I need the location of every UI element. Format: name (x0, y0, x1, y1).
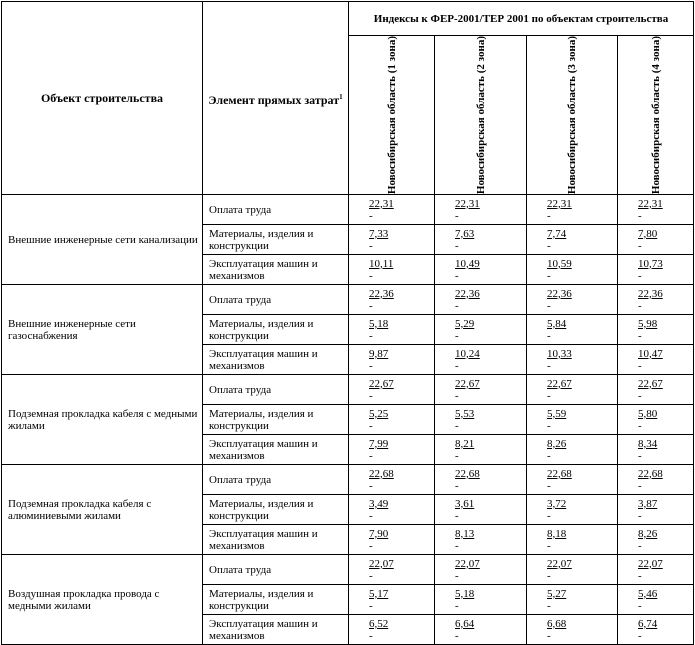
element-cell: Эксплуатация машин и механизмов (203, 435, 349, 465)
element-cell: Материалы, изделия и конструкции (203, 315, 349, 345)
value-cell (435, 315, 527, 345)
index-subvalue: - (638, 269, 642, 282)
value-cell (435, 375, 527, 405)
index-value: 6,68 (547, 617, 567, 630)
index-value: 5,84 (547, 317, 567, 330)
index-value: 22,07 (638, 557, 663, 570)
index-value: 8,18 (547, 527, 567, 540)
value-cell (527, 255, 618, 285)
index-subvalue: - (369, 299, 373, 312)
region-header-1 (349, 36, 435, 195)
table-body (2, 195, 694, 645)
value-cell (618, 285, 694, 315)
index-value: 22,68 (638, 467, 663, 480)
index-subvalue: - (455, 269, 459, 282)
index-subvalue: - (455, 539, 459, 552)
value-cell (349, 615, 435, 645)
value-cell (435, 495, 527, 525)
index-subvalue: - (547, 329, 551, 342)
index-value: 5,98 (638, 317, 658, 330)
object-cell: Внешние инженерные сети канализации (2, 195, 203, 285)
index-value: 6,64 (455, 617, 475, 630)
index-value: 22,07 (369, 557, 394, 570)
footnote-marker: 1 (339, 92, 343, 101)
value-cell (527, 525, 618, 555)
value-cell (349, 315, 435, 345)
index-value: 22,31 (369, 197, 394, 210)
value-cell (527, 375, 618, 405)
object-cell: Воздушная прокладка провода с медными жилами (2, 555, 203, 645)
index-subvalue: - (369, 239, 373, 252)
element-column-header-label: Элемент прямых затрат (208, 92, 340, 107)
value-cell (618, 495, 694, 525)
index-value: 5,27 (547, 587, 567, 600)
value-cell (435, 405, 527, 435)
index-value: 8,13 (455, 527, 475, 540)
index-subvalue: - (547, 419, 551, 432)
index-value: 10,73 (638, 257, 663, 270)
value-cell (527, 315, 618, 345)
index-subvalue: - (369, 389, 373, 402)
element-cell: Оплата труда (203, 375, 349, 405)
value-cell (527, 225, 618, 255)
index-subvalue: - (455, 449, 459, 462)
element-cell: Материалы, изделия и конструкции (203, 225, 349, 255)
index-subvalue: - (369, 479, 373, 492)
indices-header: Индексы к ФЕР-2001/ТЕР 2001 по объектам строительства (349, 2, 694, 36)
index-subvalue: - (547, 209, 551, 222)
index-subvalue: - (369, 209, 373, 222)
table-row (2, 555, 694, 585)
object-cell: Подземная прокладка кабеля с медными жилами (2, 375, 203, 465)
table-row (2, 195, 694, 225)
index-value: 6,74 (638, 617, 658, 630)
index-value: 22,68 (369, 467, 394, 480)
index-subvalue: - (547, 569, 551, 582)
index-value: 5,46 (638, 587, 658, 600)
index-subvalue: - (638, 419, 642, 432)
value-cell (527, 405, 618, 435)
index-subvalue: - (369, 269, 373, 282)
index-value: 7,63 (455, 227, 475, 240)
value-cell (618, 435, 694, 465)
value-cell (349, 405, 435, 435)
index-subvalue: - (369, 599, 373, 612)
index-value: 5,18 (369, 317, 389, 330)
value-cell (435, 435, 527, 465)
value-cell (349, 495, 435, 525)
index-value: 5,17 (369, 587, 389, 600)
index-value: 3,72 (547, 497, 567, 510)
index-subvalue: - (369, 539, 373, 552)
table-row (2, 375, 694, 405)
index-value: 3,49 (369, 497, 389, 510)
index-subvalue: - (638, 449, 642, 462)
value-cell (349, 255, 435, 285)
object-cell: Внешние инженерные сети газоснабжения (2, 285, 203, 375)
index-value: 7,74 (547, 227, 567, 240)
value-cell (435, 225, 527, 255)
index-subvalue: - (547, 479, 551, 492)
element-cell: Эксплуатация машин и механизмов (203, 525, 349, 555)
element-cell: Материалы, изделия и конструкции (203, 585, 349, 615)
region-header-3-label: Новосибирская область (3 зона) (566, 36, 578, 195)
value-cell (435, 585, 527, 615)
index-value: 22,36 (638, 287, 663, 300)
table-row (2, 465, 694, 495)
value-cell (527, 495, 618, 525)
index-value: 10,11 (369, 257, 394, 270)
index-subvalue: - (369, 419, 373, 432)
index-subvalue: - (369, 509, 373, 522)
index-subvalue: - (455, 239, 459, 252)
element-cell: Оплата труда (203, 465, 349, 495)
index-value: 5,53 (455, 407, 475, 420)
element-cell: Эксплуатация машин и механизмов (203, 615, 349, 645)
index-subvalue: - (547, 389, 551, 402)
index-subvalue: - (638, 299, 642, 312)
index-subvalue: - (455, 629, 459, 642)
object-cell: Подземная прокладка кабеля с алюминиевыми жилами (2, 465, 203, 555)
index-value: 22,36 (369, 287, 394, 300)
index-subvalue: - (547, 509, 551, 522)
index-subvalue: - (547, 359, 551, 372)
value-cell (618, 375, 694, 405)
index-subvalue: - (547, 629, 551, 642)
index-value: 22,68 (455, 467, 480, 480)
element-cell: Материалы, изделия и конструкции (203, 495, 349, 525)
index-subvalue: - (369, 629, 373, 642)
value-cell (435, 345, 527, 375)
index-subvalue: - (455, 479, 459, 492)
index-subvalue: - (638, 239, 642, 252)
value-cell (435, 255, 527, 285)
element-cell: Эксплуатация машин и механизмов (203, 255, 349, 285)
index-subvalue: - (455, 599, 459, 612)
value-cell (435, 555, 527, 585)
index-subvalue: - (547, 269, 551, 282)
index-value: 22,67 (369, 377, 394, 390)
index-value: 22,36 (455, 287, 480, 300)
value-cell (349, 195, 435, 225)
element-cell: Оплата труда (203, 285, 349, 315)
index-value: 10,59 (547, 257, 572, 270)
index-value: 7,99 (369, 437, 389, 450)
index-value: 22,07 (547, 557, 572, 570)
value-cell (618, 345, 694, 375)
index-value: 10,47 (638, 347, 663, 360)
indices-table (1, 1, 694, 645)
value-cell (349, 555, 435, 585)
element-column-header (203, 2, 349, 195)
value-cell (618, 195, 694, 225)
region-header-4-label: Новосибирская область (4 зона) (649, 36, 662, 195)
region-header-1-label: Новосибирская область (1 зона) (385, 36, 398, 195)
index-value: 8,26 (638, 527, 658, 540)
index-value: 8,34 (638, 437, 658, 450)
index-subvalue: - (369, 449, 373, 462)
index-subvalue: - (638, 539, 642, 552)
index-value: 22,67 (547, 377, 572, 390)
value-cell (527, 345, 618, 375)
value-cell (349, 225, 435, 255)
index-value: 7,33 (369, 227, 389, 240)
value-cell (349, 585, 435, 615)
index-subvalue: - (547, 239, 551, 252)
index-value: 8,21 (455, 437, 475, 450)
index-subvalue: - (547, 449, 551, 462)
index-value: 7,90 (369, 527, 389, 540)
value-cell (618, 585, 694, 615)
index-value: 22,31 (455, 197, 480, 210)
value-cell (527, 585, 618, 615)
element-cell: Оплата труда (203, 555, 349, 585)
index-value: 5,80 (638, 407, 658, 420)
index-subvalue: - (547, 539, 551, 552)
index-value: 6,52 (369, 617, 389, 630)
value-cell (618, 405, 694, 435)
index-subvalue: - (455, 389, 459, 402)
value-cell (527, 465, 618, 495)
index-subvalue: - (369, 359, 373, 372)
value-cell (618, 615, 694, 645)
index-subvalue: - (455, 209, 459, 222)
value-cell (618, 255, 694, 285)
value-cell (349, 285, 435, 315)
value-cell (618, 555, 694, 585)
value-cell (349, 375, 435, 405)
index-subvalue: - (638, 329, 642, 342)
value-cell (618, 525, 694, 555)
index-value: 7,80 (638, 227, 658, 240)
region-header-2 (435, 36, 527, 195)
region-header-4 (618, 36, 694, 195)
value-cell (527, 435, 618, 465)
element-cell: Материалы, изделия и конструкции (203, 405, 349, 435)
element-cell: Оплата труда (203, 195, 349, 225)
index-subvalue: - (638, 209, 642, 222)
value-cell (527, 195, 618, 225)
index-subvalue: - (547, 299, 551, 312)
object-column-header: Объект строительства (2, 2, 203, 195)
value-cell (435, 615, 527, 645)
value-cell (349, 435, 435, 465)
index-value: 22,36 (547, 287, 572, 300)
region-header-3 (527, 36, 618, 195)
index-subvalue: - (638, 509, 642, 522)
element-cell: Эксплуатация машин и механизмов (203, 345, 349, 375)
index-value: 5,29 (455, 317, 475, 330)
index-subvalue: - (638, 359, 642, 372)
index-subvalue: - (369, 329, 373, 342)
value-cell (435, 465, 527, 495)
index-value: 10,33 (547, 347, 572, 360)
index-subvalue: - (455, 569, 459, 582)
value-cell (618, 315, 694, 345)
value-cell (527, 615, 618, 645)
index-value: 5,25 (369, 407, 389, 420)
table-header (2, 2, 694, 195)
index-value: 10,49 (455, 257, 480, 270)
value-cell (618, 225, 694, 255)
value-cell (435, 525, 527, 555)
index-value: 22,31 (547, 197, 572, 210)
index-subvalue: - (638, 599, 642, 612)
index-value: 5,18 (455, 587, 475, 600)
index-value: 5,59 (547, 407, 567, 420)
index-subvalue: - (638, 389, 642, 402)
index-subvalue: - (455, 419, 459, 432)
index-value: 3,61 (455, 497, 475, 510)
index-subvalue: - (455, 299, 459, 312)
index-value: 10,24 (455, 347, 480, 360)
index-subvalue: - (638, 569, 642, 582)
index-value: 22,07 (455, 557, 480, 570)
value-cell (349, 345, 435, 375)
value-cell (435, 195, 527, 225)
index-value: 8,26 (547, 437, 567, 450)
index-value: 22,31 (638, 197, 663, 210)
index-subvalue: - (638, 629, 642, 642)
index-value: 22,68 (547, 467, 572, 480)
index-subvalue: - (455, 329, 459, 342)
value-cell (618, 465, 694, 495)
value-cell (527, 555, 618, 585)
value-cell (527, 285, 618, 315)
index-value: 3,87 (638, 497, 658, 510)
value-cell (435, 285, 527, 315)
region-header-2-label: Новосибирская область (2 зона) (474, 36, 487, 195)
table-row (2, 285, 694, 315)
index-value: 9,87 (369, 347, 389, 360)
index-value: 22,67 (455, 377, 480, 390)
value-cell (349, 525, 435, 555)
value-cell (349, 465, 435, 495)
index-subvalue: - (455, 509, 459, 522)
index-subvalue: - (369, 569, 373, 582)
index-value: 22,67 (638, 377, 663, 390)
index-subvalue: - (547, 599, 551, 612)
index-subvalue: - (638, 479, 642, 492)
index-subvalue: - (455, 359, 459, 372)
